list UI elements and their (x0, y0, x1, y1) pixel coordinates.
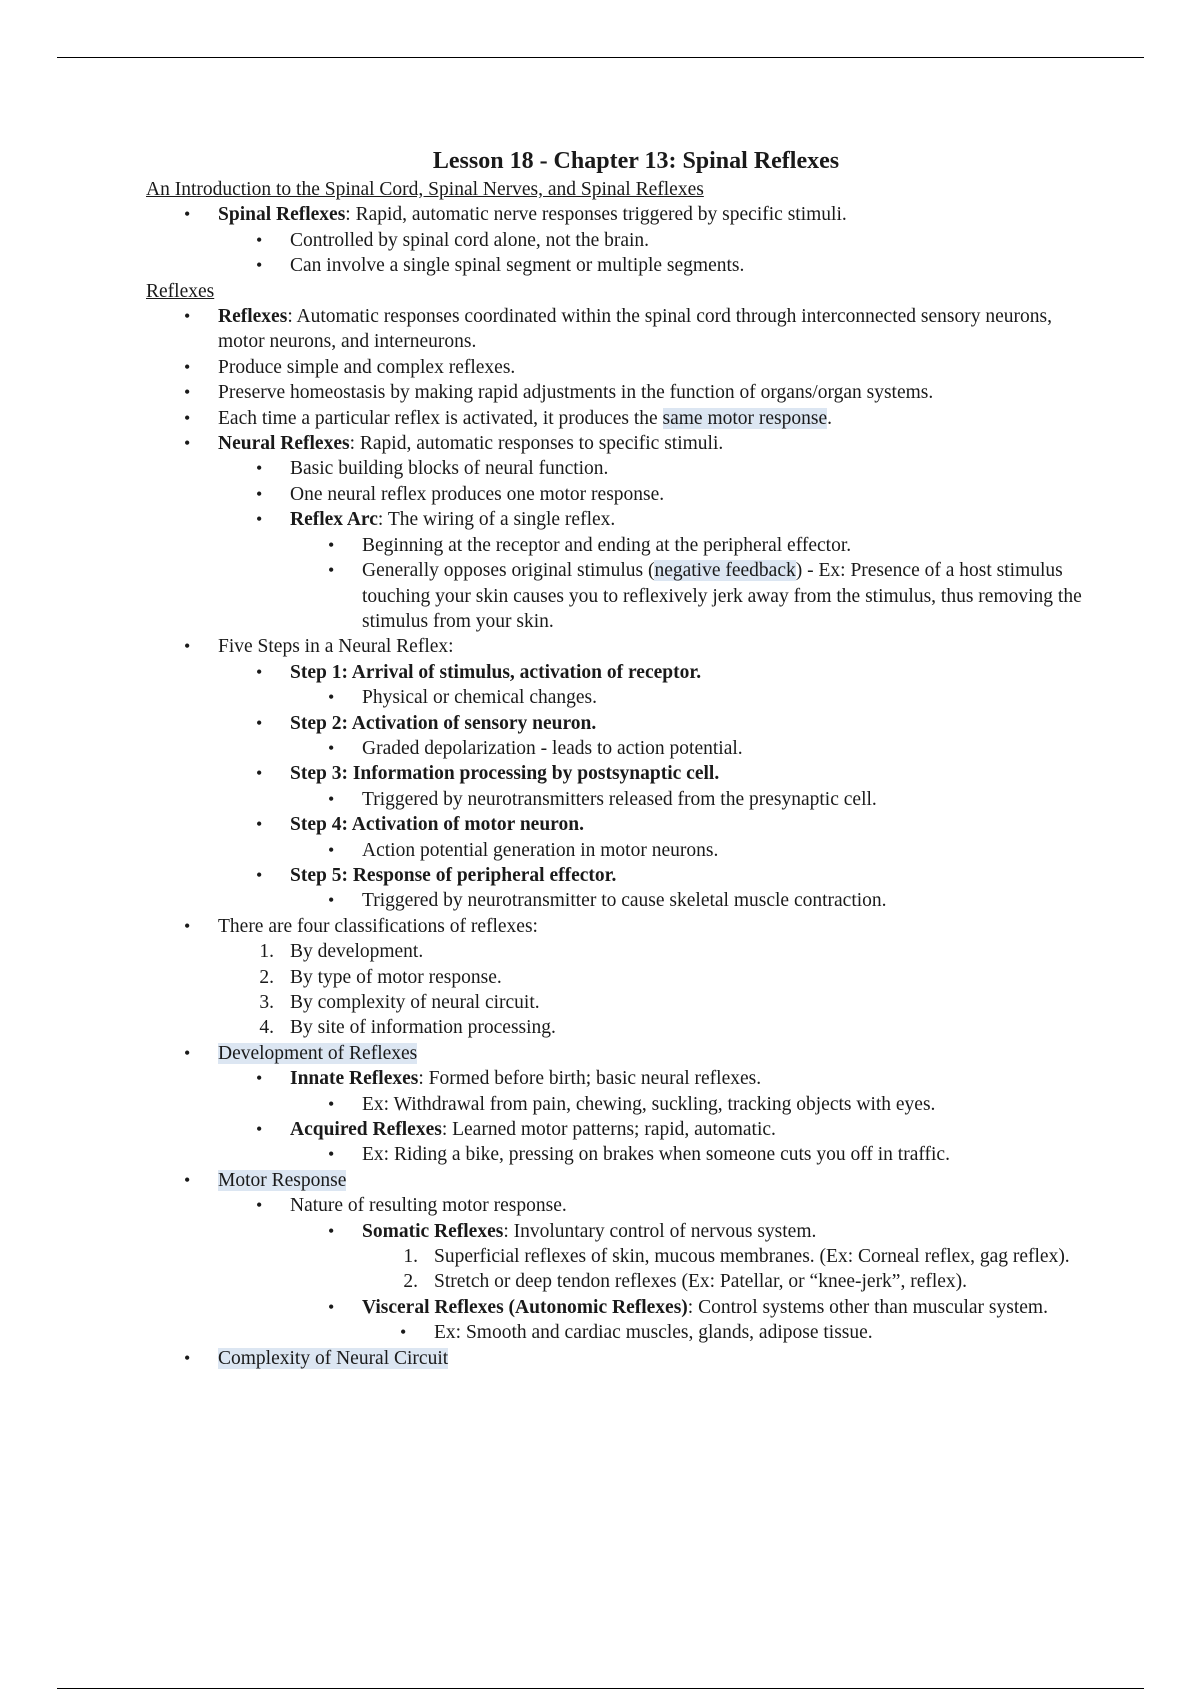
list-item: • Innate Reflexes: Formed before birth; basic neural reflexes. • Ex: Withdrawal from pain, chewing, suckling, tracking objects with eyes. (290, 1066, 1096, 1117)
list-item: • Triggered by neurotransmitters released from the presynaptic cell. (362, 787, 1096, 812)
list-item: • Produce simple and complex reflexes. (218, 355, 1096, 380)
list-item: • Controlled by spinal cord alone, not the brain. (290, 228, 1096, 253)
list-item: • One neural reflex produces one motor response. (290, 482, 1096, 507)
list-item: • Action potential generation in motor neurons. (362, 838, 1096, 863)
highlight: negative feedback (654, 560, 796, 582)
list-item: • Nature of resulting motor response. • Somatic Reflexes: Involuntary control of nervous system. Superficial reflexes of skin, mucous membranes. (Ex: Corneal reflex, gag reflex). Stretch or deep tendon reflexes (Ex: Patellar, or “knee-jerk”, reflex). • Visceral Reflexes (Autonomic Reflexes): Control systems other than muscular system. • Ex: Smooth and cardiac muscles, glands, adipose tissue. (290, 1193, 1096, 1345)
list-item: • Generally opposes original stimulus (negative feedback) - Ex: Presence of a host stimulus touching your skin causes you to reflexively jerk away from the stimulus, thus removing the stimulus from your skin. (362, 558, 1096, 634)
list-item: • Beginning at the receptor and ending at the peripheral effector. (362, 533, 1096, 558)
list-item (218, 1041, 1096, 1168)
document-body (146, 145, 1096, 1371)
list-item: • There are four classifications of reflexes: By development. By type of motor response. By complexity of neural circuit. By site of information processing. (218, 914, 1096, 1041)
list-item: Stretch or deep tendon reflexes (Ex: Patellar, or “knee-jerk”, reflex). (434, 1271, 968, 1293)
list-item: • Can involve a single spinal segment or multiple segments. (290, 253, 1096, 278)
list-item (218, 1168, 1096, 1346)
reflexes-list (146, 304, 1096, 1371)
bottom-rule (57, 1688, 1144, 1689)
list-item: • Neural Reflexes: Rapid, automatic responses to specific stimuli. • Basic building blocks of neural function. • One neural reflex produces one motor response. • Reflex Arc: The wiring of a single reflex. • Beginning at the receptor and ending at the peripheral effector. • Generally opposes original stimulus (negative feedback) - Ex: Presence of a host stimulus touching your skin causes you to reflexively jerk away from the stimulus, thus removing the stimulus from your skin. (218, 431, 1096, 634)
list-item: • Step 3: Information processing by postsynaptic cell. • Triggered by neurotransmitters released from the presynaptic cell. (290, 761, 1096, 812)
list-item: By development. (290, 941, 424, 963)
page-title: Lesson 18 - Chapter 13: Spinal Reflexes (432, 148, 840, 174)
list-item: • Step 1: Arrival of stimulus, activation of receptor. • Physical or chemical changes. (290, 660, 1096, 711)
list-item: • Acquired Reflexes: Learned motor patterns; rapid, automatic. • Ex: Riding a bike, pressing on brakes when someone cuts you off in traffic. (290, 1117, 1096, 1168)
list-item: • Basic building blocks of neural function. (290, 456, 1096, 481)
list-item: • Physical or chemical changes. (362, 685, 1096, 710)
list-item: • Spinal Reflexes: Rapid, automatic nerve responses triggered by specific stimuli. • Controlled by spinal cord alone, not the brain. • Can involve a single spinal segment or multiple segments. (218, 202, 1096, 278)
list-item: • Triggered by neurotransmitter to cause skeletal muscle contraction. (362, 888, 1096, 913)
top-rule (57, 57, 1144, 58)
list-item: Superficial reflexes of skin, mucous membranes. (Ex: Corneal reflex, gag reflex). (434, 1246, 1070, 1268)
list-item: • Graded depolarization - leads to action potential. (362, 736, 1096, 761)
list-item: • Step 5: Response of peripheral effector. • Triggered by neurotransmitter to cause skeletal muscle contraction. (290, 863, 1096, 914)
section-heading-intro: An Introduction to the Spinal Cord, Spinal Nerves, and Spinal Reflexes (146, 179, 704, 200)
list-item: • Ex: Riding a bike, pressing on brakes when someone cuts you off in traffic. (362, 1142, 1096, 1167)
list-item (218, 1346, 1096, 1371)
list-item: • Five Steps in a Neural Reflex: • Step 1: Arrival of stimulus, activation of receptor. • Physical or chemical changes. • Step 2: Activation of sensory neuron. • Graded depolarization - leads to action potential. • Step 3: Information processing by postsynaptic cell. • Triggered by neurotransmitters released from the presynaptic cell. • Step 4: Activation of motor neuron. • Action potential generation in motor neurons. • Step 5: Response of peripheral effector. • Triggered by neurotransmitter to cause skeletal muscle contraction. (218, 634, 1096, 913)
intro-list (146, 202, 1096, 278)
highlight: Development of Reflexes (218, 1042, 418, 1064)
highlight: Complexity of Neural Circuit (218, 1347, 449, 1369)
list-item: By complexity of neural circuit. (290, 992, 540, 1013)
list-item: • Ex: Withdrawal from pain, chewing, suckling, tracking objects with eyes. (362, 1092, 1096, 1117)
list-item: • Somatic Reflexes: Involuntary control of nervous system. Superficial reflexes of skin, mucous membranes. (Ex: Corneal reflex, gag reflex). Stretch or deep tendon reflexes (Ex: Patellar, or “knee-jerk”, reflex). (362, 1219, 1096, 1295)
list-item: • Step 4: Activation of motor neuron. • Action potential generation in motor neurons. (290, 812, 1096, 863)
list-item: • Each time a particular reflex is activated, it produces the same motor response. (218, 406, 1096, 431)
highlight: Motor Response (218, 1169, 347, 1191)
section-heading-reflexes: Reflexes (146, 280, 215, 302)
highlight: same motor response (662, 407, 828, 429)
list-item: • Reflex Arc: The wiring of a single reflex. • Beginning at the receptor and ending at the peripheral effector. • Generally opposes original stimulus (negative feedback) - Ex: Presence of a host stimulus touching your skin causes you to reflexively jerk away from the stimulus, thus removing the stimulus from your skin. (290, 507, 1096, 634)
list-item: By site of information processing. (290, 1017, 556, 1039)
list-item: • Visceral Reflexes (Autonomic Reflexes): Control systems other than muscular system. • Ex: Smooth and cardiac muscles, glands, adipose tissue. (362, 1295, 1096, 1346)
list-item: • Preserve homeostasis by making rapid adjustments in the function of organs/organ systems. (218, 380, 1096, 405)
list-item: • Ex: Smooth and cardiac muscles, glands, adipose tissue. (434, 1320, 1096, 1345)
list-item: By type of motor response. (290, 966, 502, 988)
list-item: • Reflexes: Automatic responses coordinated within the spinal cord through interconnected sensory neurons, motor neurons, and interneurons. (218, 304, 1096, 355)
list-item: • Step 2: Activation of sensory neuron. • Graded depolarization - leads to action potential. (290, 711, 1096, 762)
